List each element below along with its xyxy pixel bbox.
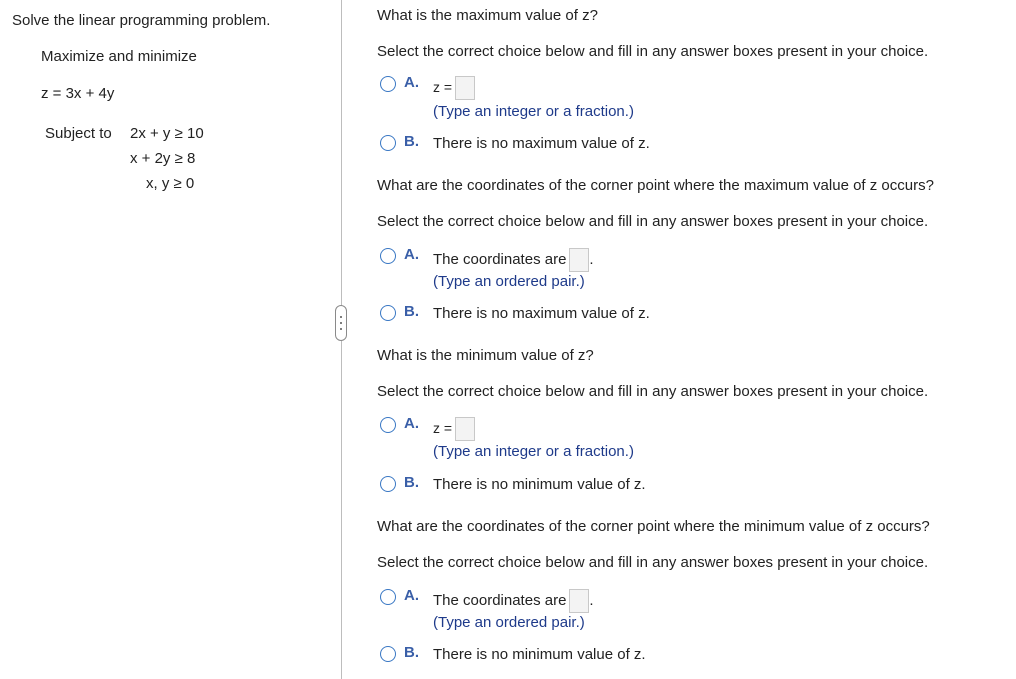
answer-box[interactable] bbox=[569, 248, 589, 272]
question-text: What are the coordinates of the corner point where the maximum value of z occurs? bbox=[377, 177, 934, 194]
question-text: What is the minimum value of z? bbox=[377, 347, 594, 364]
radio-option-a[interactable] bbox=[380, 76, 396, 92]
option-text: There is no minimum value of z. bbox=[433, 646, 646, 663]
constraint-2: x + 2y ≥ 8 bbox=[130, 150, 196, 167]
constraint-3: x, y ≥ 0 bbox=[146, 175, 195, 192]
question-text: What is the maximum value of z? bbox=[377, 7, 598, 24]
instruction-text: Select the correct choice below and fill in any answer boxes present in your choice. bbox=[377, 554, 929, 571]
option-letter: B. bbox=[404, 474, 419, 491]
problem-pane bbox=[0, 0, 340, 679]
question-text: What are the coordinates of the corner point where the minimum value of z occurs? bbox=[377, 518, 930, 535]
instruction-text: Select the correct choice below and fill in any answer boxes present in your choice. bbox=[377, 43, 929, 60]
option-a-hint: (Type an ordered pair.) bbox=[433, 273, 585, 290]
option-letter: A. bbox=[404, 587, 419, 604]
constraint-1: 2x + y ≥ 10 bbox=[130, 125, 204, 142]
option-text: z = bbox=[433, 76, 475, 100]
instruction-text: Select the correct choice below and fill in any answer boxes present in your choice. bbox=[377, 383, 929, 400]
subject-to-label: Subject to bbox=[45, 125, 112, 142]
option-text: There is no maximum value of z. bbox=[433, 135, 650, 152]
radio-option-a[interactable] bbox=[380, 589, 396, 605]
instruction-text: Select the correct choice below and fill in any answer boxes present in your choice. bbox=[377, 213, 929, 230]
option-text: The coordinates are . bbox=[433, 589, 594, 613]
questions-pane bbox=[377, 0, 1007, 679]
option-a-hint: (Type an integer or a fraction.) bbox=[433, 103, 634, 120]
objective-function: z = 3x + 4y bbox=[41, 85, 115, 102]
answer-box[interactable] bbox=[569, 589, 589, 613]
option-letter: B. bbox=[404, 133, 419, 150]
answer-box[interactable] bbox=[455, 417, 475, 441]
radio-option-b[interactable] bbox=[380, 646, 396, 662]
objective-label: Maximize and minimize bbox=[41, 48, 197, 65]
option-text: There is no maximum value of z. bbox=[433, 305, 650, 322]
option-letter: A. bbox=[404, 415, 419, 432]
option-letter: A. bbox=[404, 74, 419, 91]
option-text: z = bbox=[433, 417, 475, 441]
radio-option-b[interactable] bbox=[380, 305, 396, 321]
option-a-hint: (Type an integer or a fraction.) bbox=[433, 443, 634, 460]
answer-box[interactable] bbox=[455, 76, 475, 100]
option-a-hint: (Type an ordered pair.) bbox=[433, 614, 585, 631]
radio-option-b[interactable] bbox=[380, 476, 396, 492]
option-letter: A. bbox=[404, 246, 419, 263]
radio-option-a[interactable] bbox=[380, 248, 396, 264]
pane-resize-handle[interactable] bbox=[335, 305, 347, 341]
option-text: There is no minimum value of z. bbox=[433, 476, 646, 493]
radio-option-a[interactable] bbox=[380, 417, 396, 433]
option-letter: B. bbox=[404, 644, 419, 661]
radio-option-b[interactable] bbox=[380, 135, 396, 151]
problem-title: Solve the linear programming problem. bbox=[12, 12, 271, 29]
option-text: The coordinates are . bbox=[433, 248, 594, 272]
option-letter: B. bbox=[404, 303, 419, 320]
